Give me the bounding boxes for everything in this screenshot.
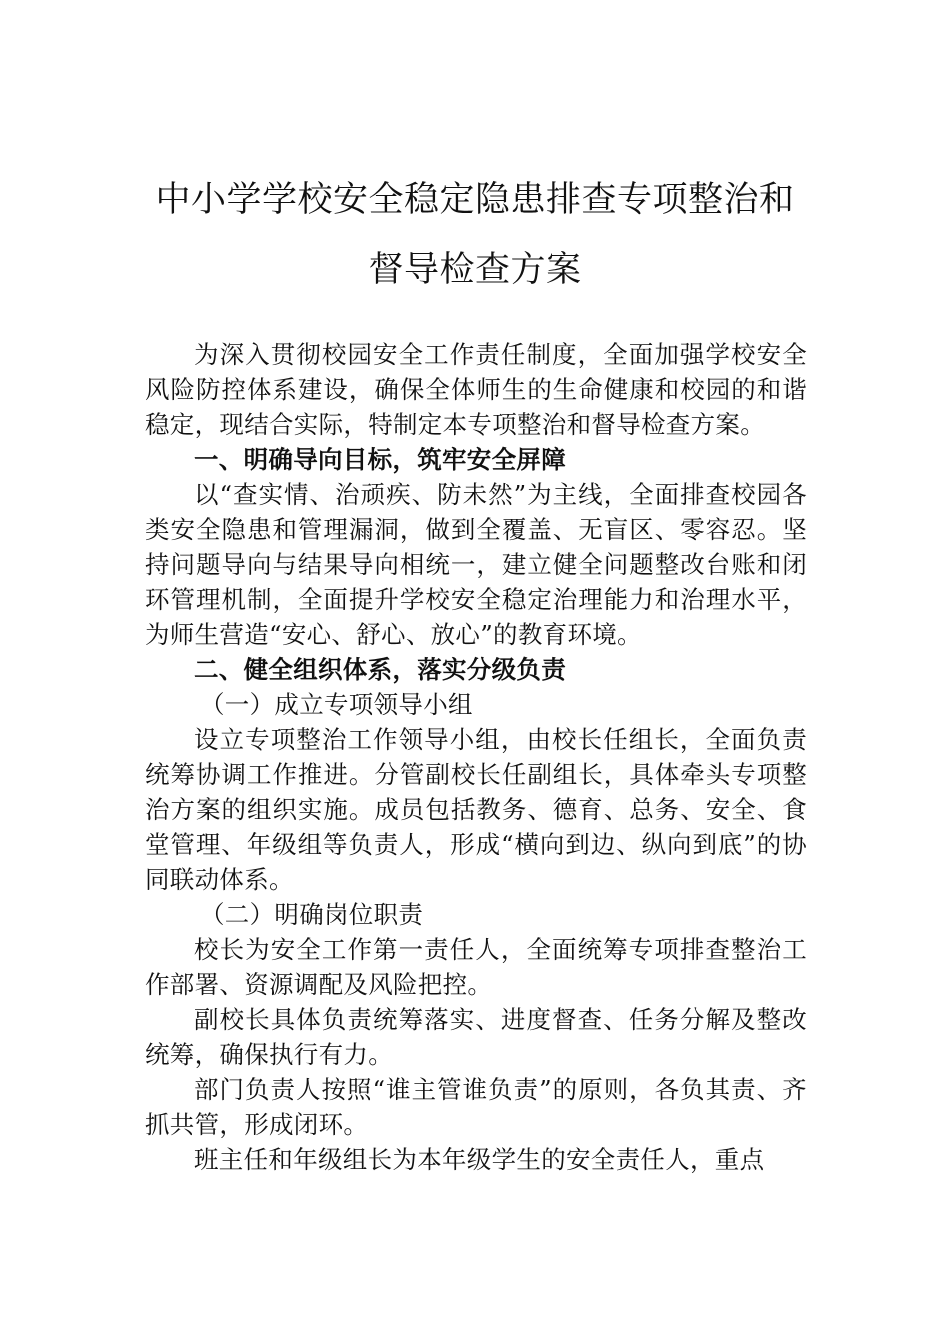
intro-paragraph: 为深入贯彻校园安全工作责任制度，全面加强学校安全风险防控体系建设，确保全体师生的生命健康和校园的和谐稳定，现结合实际，特制定本专项整治和督导检查方案。 (145, 340, 807, 439)
document-body (145, 337, 807, 1177)
duty-vice-principal-paragraph: 副校长具体负责统筹落实、进度督查、任务分解及整改统筹，确保执行有力。 (145, 1005, 807, 1069)
subsection-2-2-heading: （二）明确岗位职责 (200, 900, 424, 929)
section-1-heading: 一、明确导向目标，筑牢安全屏障 (194, 445, 566, 474)
subsection-2-1-heading: （一）成立专项领导小组 (200, 690, 473, 719)
document-title-line-2: 督导检查方案 (368, 250, 582, 290)
duty-class-teacher-paragraph: 班主任和年级组长为本年级学生的安全责任人，重点 (194, 1145, 765, 1174)
section-2-heading: 二、健全组织体系，落实分级负责 (194, 655, 566, 684)
duty-department-head-paragraph: 部门负责人按照“谁主管谁负责”的原则，各负其责、齐抓共管，形成闭环。 (145, 1075, 807, 1139)
section-1-paragraph: 以“查实情、治顽疾、防未然”为主线，全面排查校园各类安全隐患和管理漏洞，做到全覆盖、无盲区、零容忍。坚持问题导向与结果导向相统一，建立健全问题整改台账和闭环管理机制，全面提升学校安全稳定治理能力和治理水平，为师生营造“安心、舒心、放心”的教育环境。 (145, 480, 807, 649)
subsection-2-1-paragraph: 设立专项整治工作领导小组，由校长任组长，全面负责统筹协调工作推进。分管副校长任副组长，具体牵头专项整治方案的组织实施。成员包括教务、德育、总务、安全、食堂管理、年级组等负责人，形成“横向到边、纵向到底”的协同联动体系。 (145, 725, 807, 894)
document-title-line-1: 中小学学校安全稳定隐患排查专项整治和 (155, 180, 795, 220)
duty-principal-paragraph: 校长为安全工作第一责任人，全面统筹专项排查整治工作部署、资源调配及风险把控。 (145, 935, 807, 999)
